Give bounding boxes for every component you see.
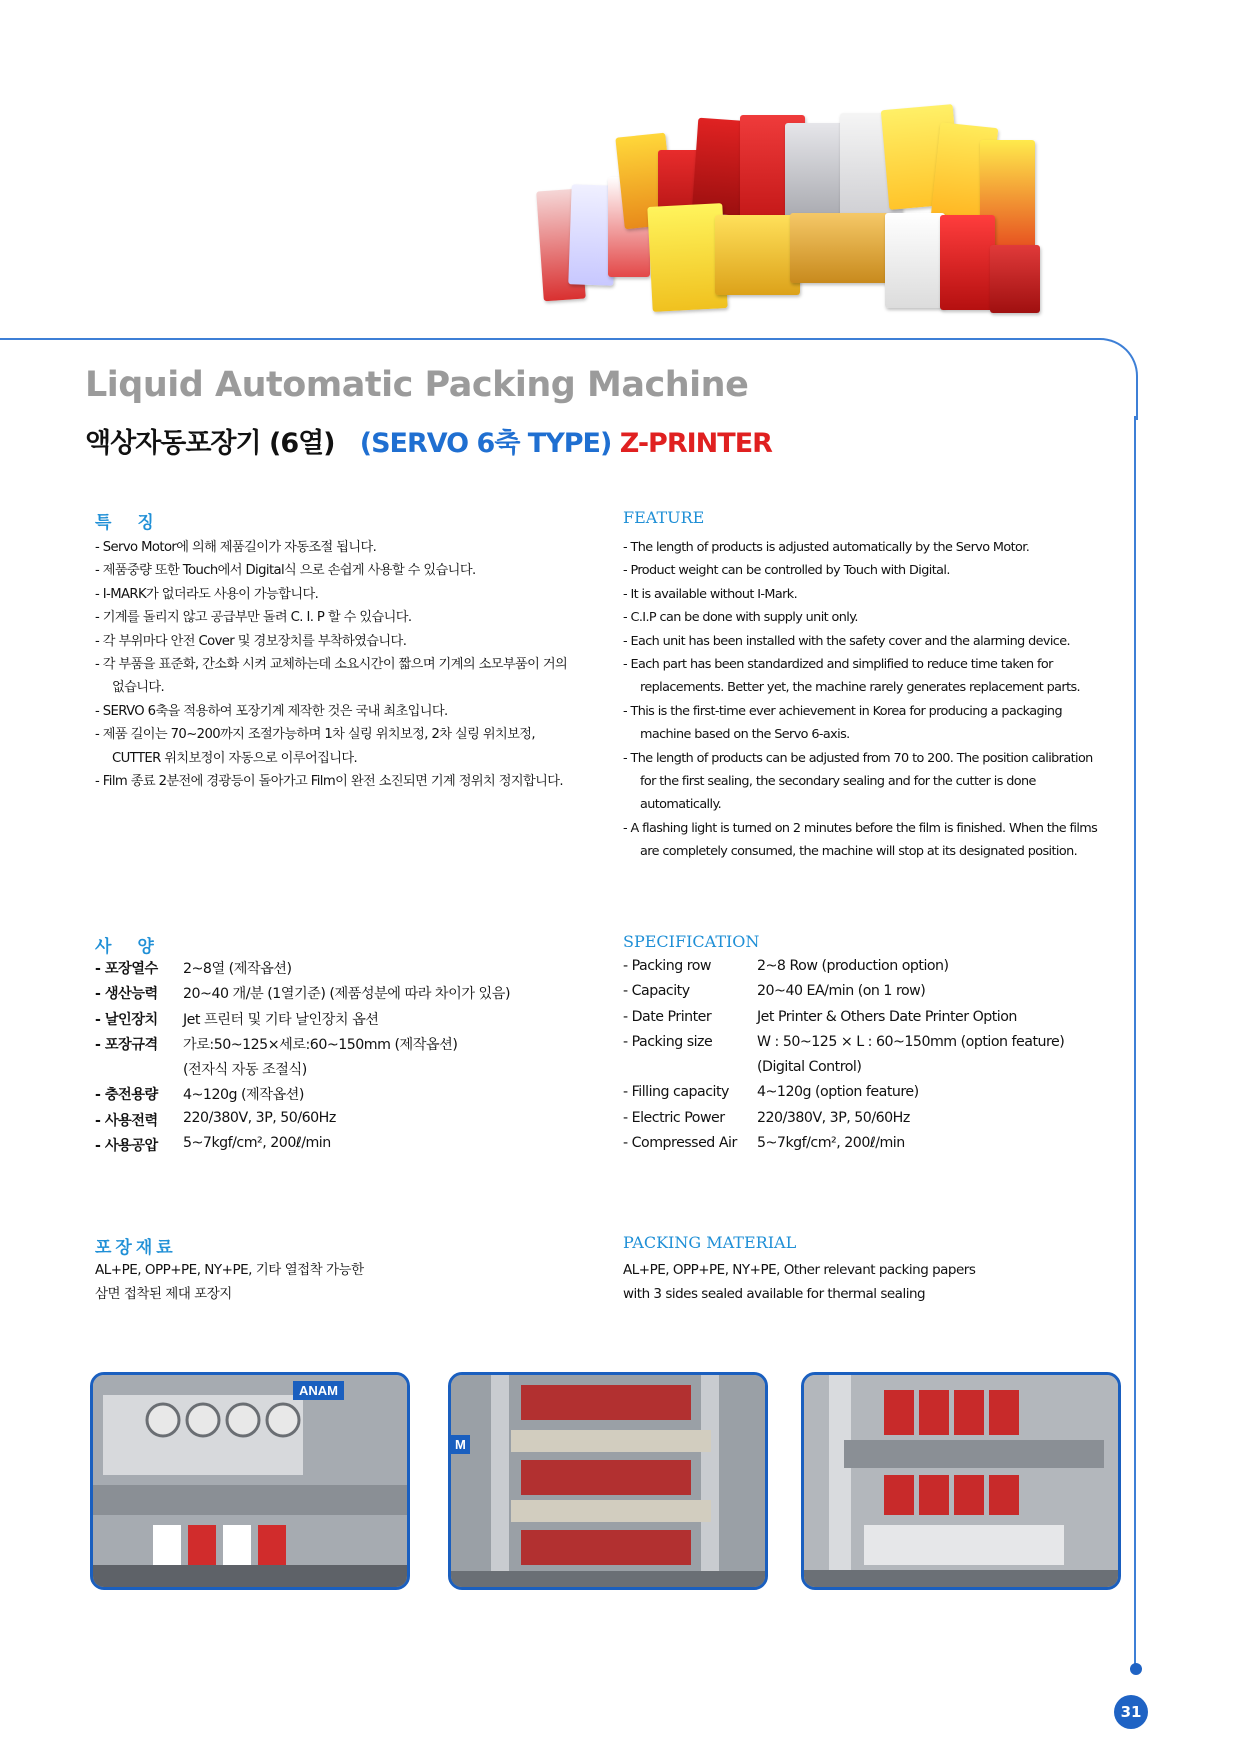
spec-row: [95, 1034, 510, 1059]
spec-key: - 충전용량: [95, 1087, 158, 1104]
material-en-line2: with 3 sides sealed available for thermal sealing: [623, 1286, 926, 1302]
material-en-line1: AL+PE, OPP+PE, NY+PE, Other relevant packing papers: [623, 1262, 976, 1278]
spec-row: [623, 1084, 1064, 1109]
spec-row: [623, 1135, 1064, 1160]
feature-item: - 제품중량 또한 Touch에서 Digital식 으로 손쉽게 사용할 수 있습니다.: [95, 563, 476, 579]
spec-value: 4~120g (제작옵션): [183, 1087, 304, 1104]
page-title: Liquid Automatic Packing Machine: [85, 365, 749, 405]
spec-row: [95, 1135, 510, 1160]
spec-key: - 포장규격: [95, 1036, 158, 1053]
spec-key: [95, 1059, 183, 1084]
feature-item: - It is available without I-Mark.: [623, 586, 798, 602]
feature-item: - This is the first-time ever achievement in Korea for producing a packaging machine based on the Servo 6-axis.: [623, 703, 1062, 743]
spec-value: W : 50~125 × L : 60~150mm (option feature): [757, 1033, 1065, 1050]
spec-value: Jet 프린터 및 기타 날인장치 옵션: [183, 1011, 379, 1028]
spec-value: 2~8 Row (production option): [757, 958, 949, 974]
feature-item: - A flashing light is turned on 2 minutes before the film is finished. When the films are completely consumed, the machine will stop at its designated position.: [623, 820, 1098, 860]
feature-item: - 각 부품을 표준화, 간소화 시켜 교체하는데 소요시간이 짧으며 기계의 소모부품이 거의 없습니다.: [95, 657, 568, 696]
spec-ko-table: [95, 958, 510, 1160]
spec-value: 20~40 EA/min (on 1 row): [757, 983, 926, 1000]
packet: [940, 215, 995, 310]
packet: [715, 215, 800, 295]
feature-item: - The length of products is adjusted automatically by the Servo Motor.: [623, 540, 1030, 555]
spec-key: [623, 1059, 757, 1084]
brand-logo: ANAM: [293, 1381, 344, 1400]
frame-corner: [1040, 338, 1138, 420]
feature-item: - 제품 길이는 70~200까지 조절가능하며 1차 실링 위치보정, 2차 실링 위치보정, CUTTER 위치보정이 자동으로 이루어집니다.: [95, 727, 535, 766]
spec-row: [623, 958, 1064, 983]
spec-row: [623, 1110, 1064, 1135]
machine-photo-3: [801, 1372, 1121, 1590]
spec-key: - Packing row: [623, 958, 712, 974]
spec-en-heading: SPECIFICATION: [623, 932, 760, 951]
page-subtitle: [85, 421, 772, 460]
spec-key: - 사용공압: [95, 1138, 158, 1155]
spec-ko-heading: 사 양: [95, 937, 164, 957]
spec-en-table: [623, 958, 1064, 1160]
spec-value: 가로:50~125×세로:60~150mm (제작옵션): [183, 1036, 458, 1053]
brand-logo-partial: M: [451, 1435, 470, 1454]
spec-row: [95, 1009, 510, 1034]
packet: [990, 245, 1040, 313]
spec-value: 4~120g (option feature): [757, 1084, 919, 1101]
machine-photo-2: [448, 1372, 768, 1590]
feature-item: - Servo Motor에 의해 제품길이가 자동조절 됩니다.: [95, 540, 377, 555]
frame-end-dot: [1130, 1663, 1142, 1675]
spec-row: [95, 1059, 510, 1084]
machine-photo-2-art: [451, 1375, 765, 1587]
features-en-heading: FEATURE: [623, 508, 705, 527]
material-ko-line2: 삼면 접착된 제대 포장지: [95, 1286, 232, 1302]
machine-photo-3-art: [804, 1375, 1118, 1587]
spec-value: 20~40 개/분 (1열기준) (제품성분에 따라 차이가 있음): [183, 986, 510, 1003]
spec-row: [95, 958, 510, 983]
material-en-text: [623, 1258, 1103, 1306]
frame-right-line: [1134, 416, 1136, 1668]
subtitle-main: 액상자동포장기 (6열): [85, 428, 335, 459]
material-ko-text: [95, 1258, 575, 1306]
spec-value: 5~7kgf/cm², 200ℓ/min: [183, 1135, 331, 1152]
spec-value: Jet Printer & Others Date Printer Option: [757, 1008, 1017, 1025]
spec-value: (전자식 자동 조절식): [183, 1062, 307, 1079]
spec-key: - Filling capacity: [623, 1084, 729, 1101]
spec-row: [623, 1059, 1064, 1084]
material-ko-line1: AL+PE, OPP+PE, NY+PE, 기타 열접착 가능한: [95, 1262, 364, 1278]
product-packets-photo: [540, 95, 1040, 320]
spec-key: - 사용전력: [95, 1112, 158, 1129]
spec-key: - 날인장치: [95, 1011, 158, 1028]
spec-key: - Date Printer: [623, 1008, 712, 1025]
spec-row: [623, 1009, 1064, 1034]
machine-photo-1-art: [93, 1375, 407, 1587]
packet: [790, 213, 890, 283]
spec-key: - Electric Power: [623, 1109, 725, 1126]
features-ko-heading: 특 징: [95, 513, 164, 533]
spec-value: 5~7kgf/cm², 200ℓ/min: [757, 1135, 905, 1152]
feature-item: - Product weight can be controlled by Touch with Digital.: [623, 563, 950, 579]
spec-row: [95, 1084, 510, 1109]
frame-top-line: [0, 338, 1040, 340]
subtitle-servo: (SERVO 6축 TYPE): [359, 428, 612, 459]
spec-value: (Digital Control): [757, 1059, 862, 1076]
feature-item: - 기계를 돌리지 않고 공급부만 돌려 C. I. P 할 수 있습니다.: [95, 610, 412, 626]
feature-item: - The length of products can be adjusted from 70 to 200. The position calibration for the first sealing, the secondary sealing and for the cutter is done automatically.: [623, 750, 1093, 813]
material-ko-heading: 포장재료: [95, 1238, 177, 1258]
feature-item: - 각 부위마다 안전 Cover 및 경보장치를 부착하였습니다.: [95, 633, 407, 649]
spec-value: 220/380V, 3P, 50/60Hz: [183, 1109, 336, 1126]
spec-row: [95, 1110, 510, 1135]
feature-item: - Each part has been standardized and simplified to reduce time taken for replacements. Better yet, the machine rarely generates replacement parts.: [623, 657, 1081, 696]
spec-key: - 포장열수: [95, 961, 158, 977]
spec-row: [95, 983, 510, 1008]
feature-item: - C.I.P can be done with supply unit only.: [623, 610, 858, 626]
features-ko-list: [95, 536, 575, 793]
spec-value: 2~8열 (제작옵션): [183, 961, 292, 977]
spec-key: - 생산능력: [95, 986, 158, 1003]
subtitle-printer: Z-PRINTER: [619, 428, 772, 459]
feature-item: - Film 종료 2분전에 경광등이 돌아가고 Film이 완전 소진되면 기계 정위치 정지합니다.: [95, 774, 564, 790]
features-en-list: [623, 536, 1103, 864]
feature-item: - Each unit has been installed with the safety cover and the alarming device.: [623, 633, 1070, 649]
feature-item: - I-MARK가 없더라도 사용이 가능합니다.: [95, 586, 319, 602]
spec-key: - Capacity: [623, 983, 690, 1000]
spec-key: - Compressed Air: [623, 1135, 737, 1152]
packet: [885, 213, 945, 308]
machine-photo-1: [90, 1372, 410, 1590]
spec-key: - Packing size: [623, 1033, 713, 1050]
spec-row: [623, 983, 1064, 1008]
feature-item: - SERVO 6축을 적용하여 포장기계 제작한 것은 국내 최초입니다.: [95, 703, 448, 719]
page-number: 31: [1114, 1695, 1148, 1729]
material-en-heading: PACKING MATERIAL: [623, 1233, 797, 1252]
spec-value: 220/380V, 3P, 50/60Hz: [757, 1109, 910, 1126]
spec-row: [623, 1034, 1064, 1059]
